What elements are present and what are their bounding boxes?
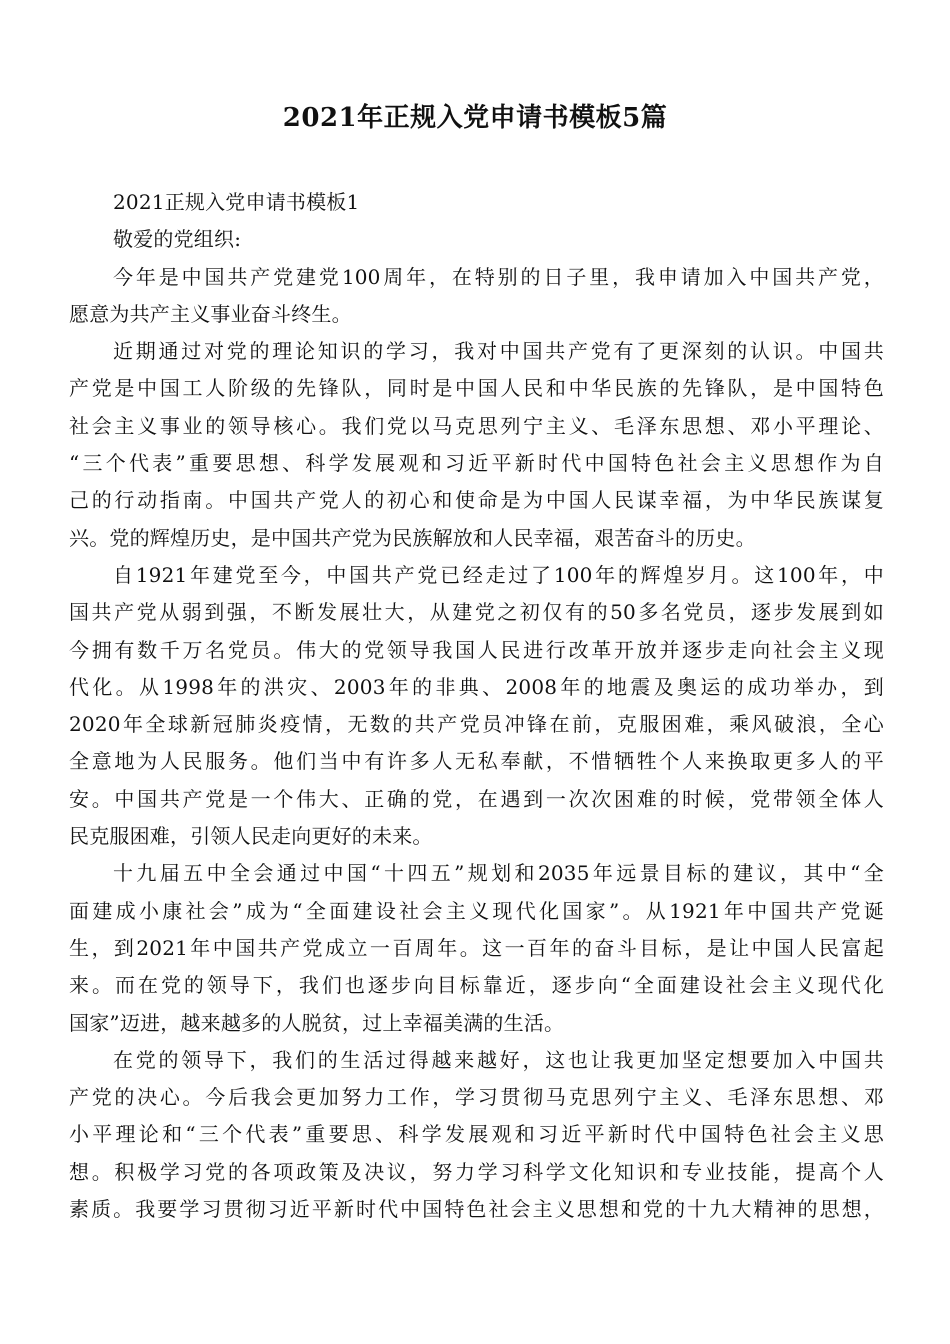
text-line: 自1921年建党至今，中国共产党已经走过了100年的辉煌岁月。这100年，中	[113, 562, 884, 587]
text-line: 今年是中国共产党建党100周年，在特别的日子里，我申请加入中国共产党，	[113, 264, 884, 289]
text-line: 今拥有数千万名党员。伟大的党领导我国人民进行改革开放并逐步走向社会主义现	[69, 637, 884, 662]
text-line: 社会主义事业的领导核心。我们党以马克思列宁主义、毛泽东思想、邓小平理论、	[69, 413, 884, 438]
text-line: 素质。我要学习贯彻习近平新时代中国特色社会主义思想和党的十九大精神的思想，	[69, 1197, 884, 1222]
text-line: 产党是中国工人阶级的先锋队，同时是中国人民和中华民族的先锋队，是中国特色	[69, 376, 884, 401]
text-line: 国家”迈进，越来越多的人脱贫，过上幸福美满的生活。	[69, 1010, 565, 1035]
text-line: 民克服困难，引领人民走向更好的未来。	[69, 824, 433, 849]
text-line: 愿意为共产主义事业奋斗终生。	[69, 301, 352, 326]
text-line: 近期通过对党的理论知识的学习，我对中国共产党有了更深刻的认识。中国共	[113, 339, 884, 364]
text-line: 全意地为人民服务。他们当中有许多人无私奉献，不惜牺牲个人来换取更多人的平	[69, 749, 884, 774]
document-title: 2021年正规入党申请书模板5篇	[282, 103, 668, 133]
text-line: 产党的决心。今后我会更加努力工作，学习贯彻马克思列宁主义、毛泽东思想、邓	[69, 1085, 884, 1110]
text-line: 来。而在党的领导下，我们也逐步向目标靠近，逐步向“全面建设社会主义现代化	[69, 973, 884, 998]
section-subtitle: 2021正规入党申请书模板1	[113, 190, 360, 214]
text-line: 想。积极学习党的各项政策及决议，努力学习科学文化知识和专业技能，提高个人	[69, 1159, 884, 1184]
text-line: 生，到2021年中国共产党成立一百周年。这一百年的奋斗目标，是让中国人民富起	[69, 935, 884, 960]
document-body	[69, 184, 884, 1228]
text-line: 代化。从1998年的洪灾、2003年的非典、2008年的地震及奥运的成功举办，到	[69, 674, 884, 699]
text-line: 安。中国共产党是一个伟大、正确的党，在遇到一次次困难的时候，党带领全体人	[69, 786, 884, 811]
salutation: 敬爱的党组织:	[113, 227, 242, 252]
text-line: 国共产党从弱到强，不断发展壮大，从建党之初仅有的50多名党员，逐步发展到如	[69, 600, 884, 625]
text-line: 十九届五中全会通过中国“十四五”规划和2035年远景目标的建议，其中“全	[113, 861, 884, 886]
text-line: 面建成小康社会”成为“全面建设社会主义现代化国家”。从1921年中国共产党诞	[69, 898, 884, 923]
text-line: “三个代表”重要思想、科学发展观和习近平新时代中国特色社会主义思想作为自	[69, 451, 884, 476]
text-line: 己的行动指南。中国共产党人的初心和使命是为中国人民谋幸福，为中华民族谋复	[69, 488, 884, 513]
text-line: 2020年全球新冠肺炎疫情，无数的共产党员冲锋在前，克服困难，乘风破浪，全心	[69, 712, 884, 737]
text-line: 兴。党的辉煌历史，是中国共产党为民族解放和人民幸福，艰苦奋斗的历史。	[69, 525, 756, 550]
text-line: 小平理论和“三个代表”重要思、科学发展观和习近平新时代中国特色社会主义思	[69, 1122, 884, 1147]
text-line: 在党的领导下，我们的生活过得越来越好，这也让我更加坚定想要加入中国共	[113, 1047, 884, 1072]
